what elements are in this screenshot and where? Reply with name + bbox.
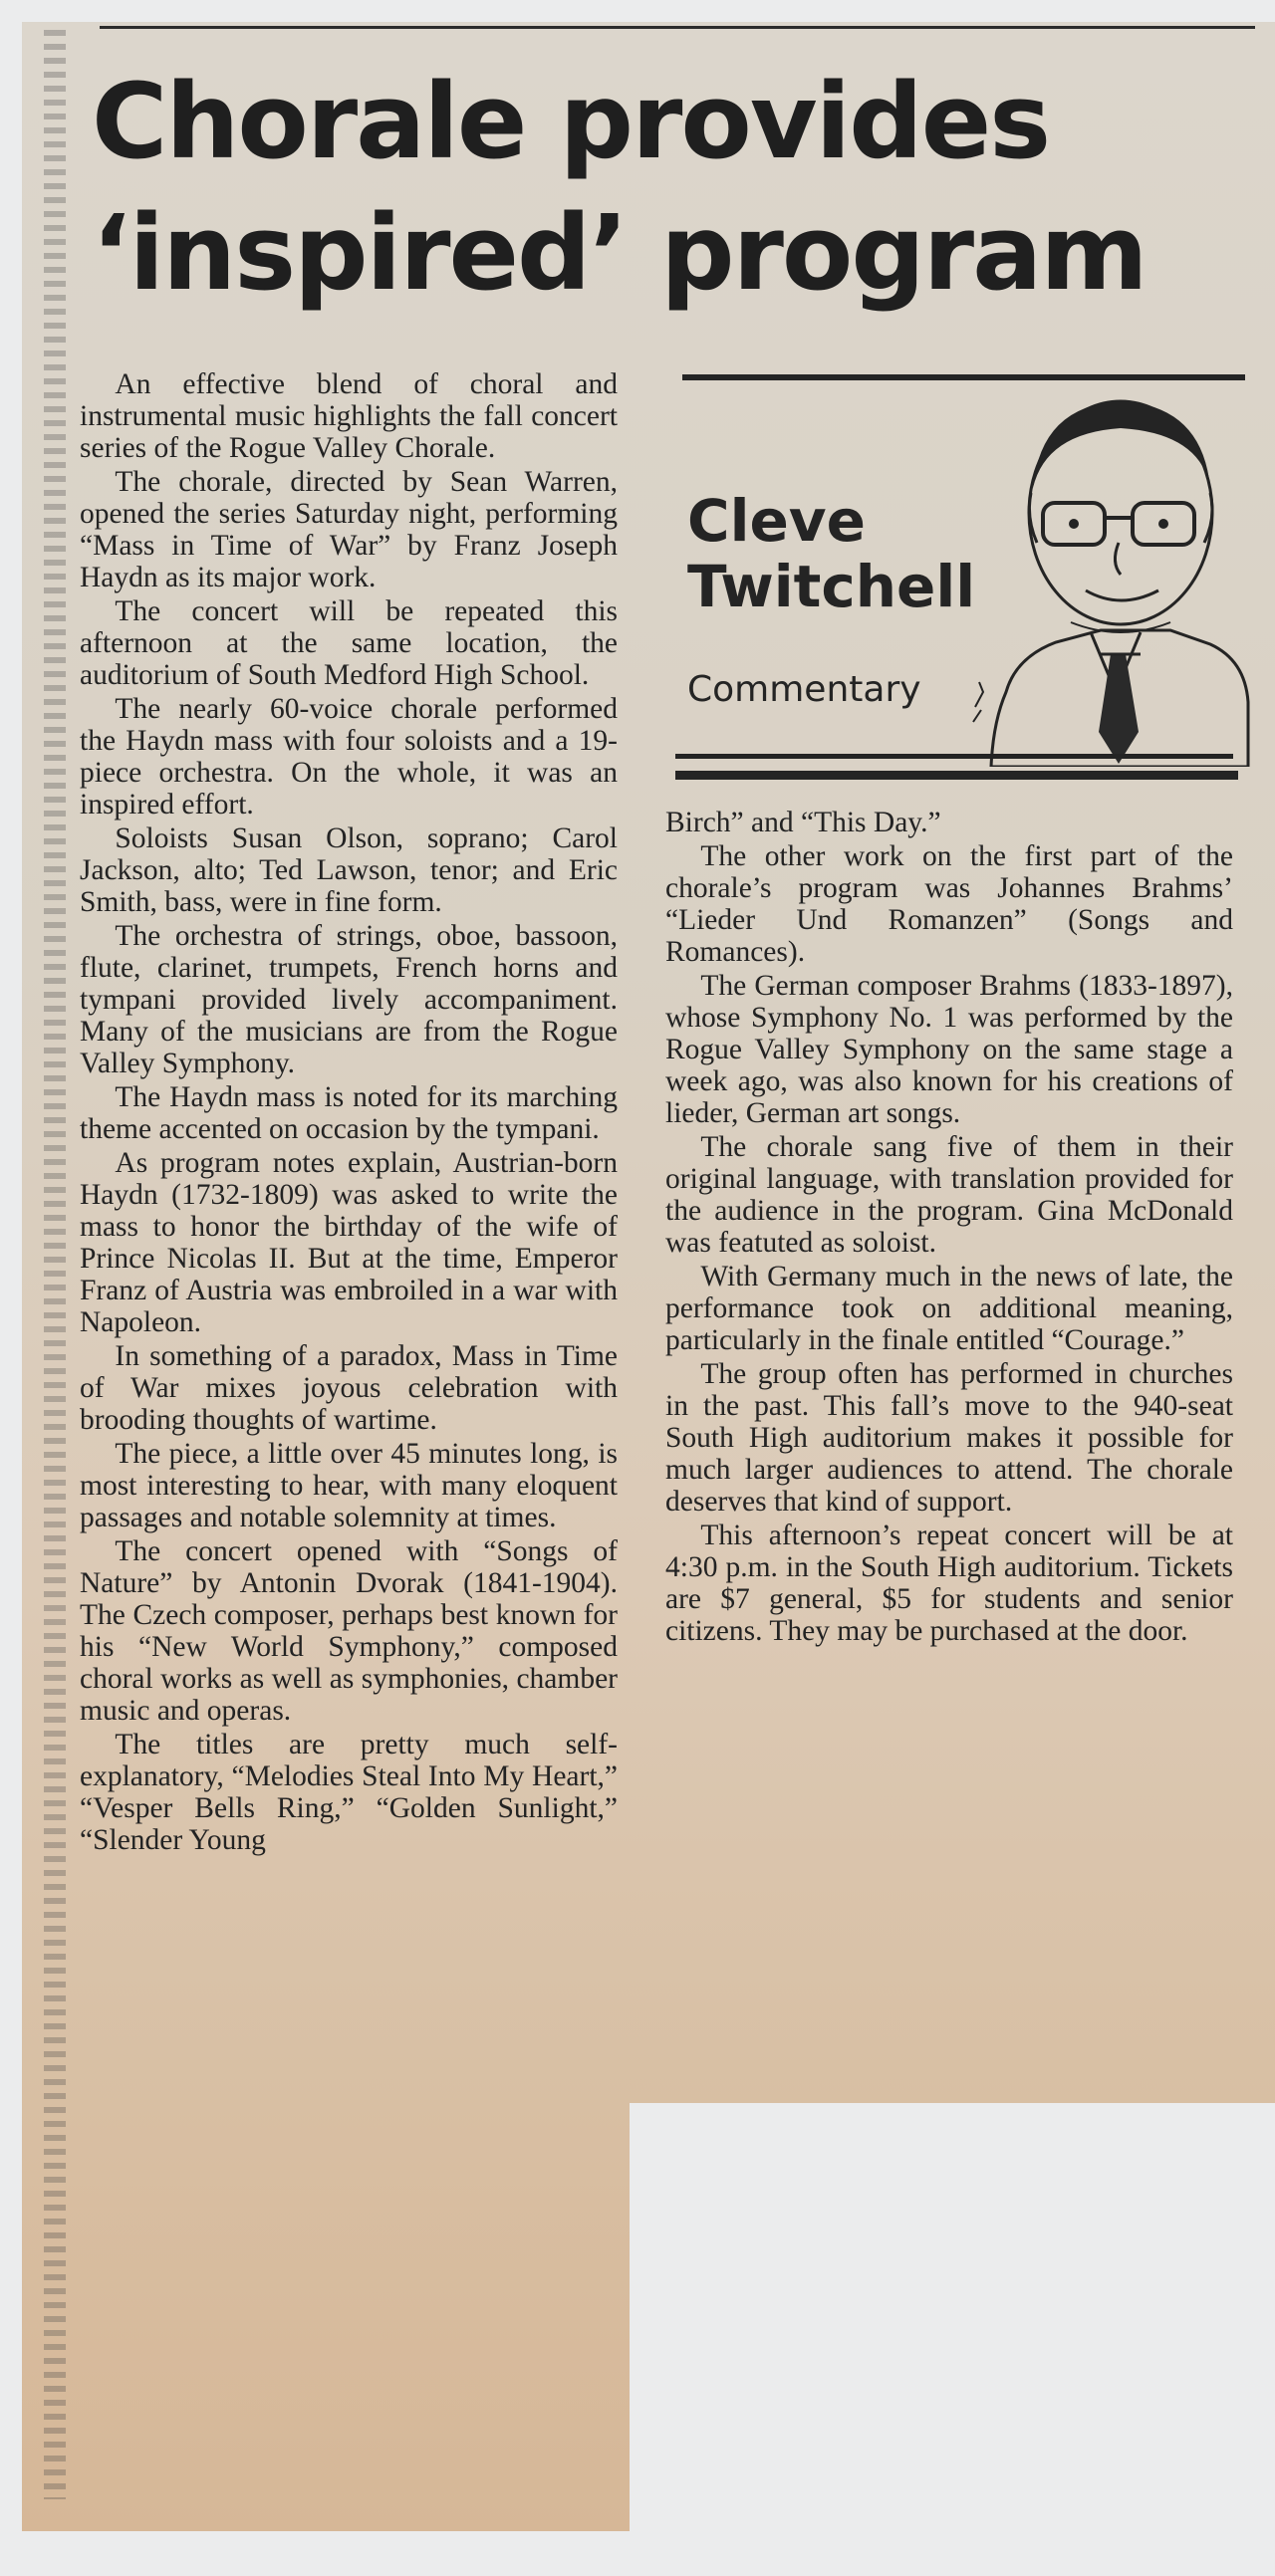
byline-label: Commentary (687, 669, 921, 710)
article-column-left (80, 368, 618, 1858)
paragraph: The Haydn mass is noted for its marching theme accented on occasion by the tympani. (80, 1081, 618, 1145)
author-portrait-icon (971, 393, 1250, 767)
paragraph: The other work on the first part of the chorale’s program was Johannes Brahms’ “Lieder Und Romanzen” (Songs and Romances). (665, 840, 1233, 968)
paragraph: The titles are pretty much self-explanatory, “Melodies Steal Into My Heart,” “Vesper Bells Ring,” “Golden Sunlight,” “Slender Young (80, 1729, 618, 1856)
paragraph: In something of a paradox, Mass in Time of War mixes joyous celebration with brooding thoughts of wartime. (80, 1340, 618, 1436)
byline-first-name: Cleve (687, 487, 866, 555)
byline-bottom-rule-thick (675, 771, 1238, 780)
byline-top-rule (682, 374, 1245, 380)
clipping-torn-edge (44, 30, 66, 2499)
paragraph: The chorale, directed by Sean Warren, opened the series Saturday night, performing “Mass in Time of War” by Franz Joseph Haydn as its major work. (80, 466, 618, 593)
headline-line-2: ‘inspired’ program (92, 192, 1147, 314)
paragraph: An effective blend of choral and instrumental music highlights the fall concert series of the Rogue Valley Chorale. (80, 368, 618, 464)
paragraph: The piece, a little over 45 minutes long, is most interesting to hear, with many eloquent passages and notable solemnity at times. (80, 1438, 618, 1533)
top-rule (100, 26, 1255, 29)
paragraph: The German composer Brahms (1833-1897), whose Symphony No. 1 was performed by the Rogue Valley Symphony on the same stage a week ago, was also known for his creations of lieder, German art songs. (665, 970, 1233, 1129)
paragraph: The chorale sang five of them in their original language, with translation provided for the audience in the program. Gina McDonald was featuted as soloist. (665, 1131, 1233, 1259)
paragraph: The nearly 60-voice chorale performed the Haydn mass with four soloists and a 19-piece orchestra. On the whole, it was an inspired effort. (80, 693, 618, 820)
paragraph: Birch” and “This Day.” (665, 807, 941, 838)
headline (92, 56, 1227, 319)
paragraph: The concert will be repeated this afternoon at the same location, the auditorium of South Medford High School. (80, 595, 618, 691)
byline-last-name: Twitchell (687, 553, 976, 620)
byline-name (687, 488, 1016, 619)
newspaper-clipping-lower-left (22, 2103, 630, 2531)
paragraph: This afternoon’s repeat concert will be at 4:30 p.m. in the South High auditorium. Tickets are $7 general, $5 for students and senior citizens. They may be purchased at the door. (665, 1520, 1233, 1647)
paragraph: The group often has performed in churches in the past. This fall’s move to the 940-seat South High auditorium makes it possible for much larger audiences to attend. The chorale deserves that kind of support. (665, 1358, 1233, 1518)
paragraph: The concert opened with “Songs of Nature” by Antonin Dvorak (1841-1904). The Czech composer, perhaps best known for his “New World Symphony,” composed choral works as well as symphonies, chamber music and operas. (80, 1535, 618, 1727)
article-column-right (665, 807, 1233, 1649)
paragraph: The orchestra of strings, oboe, bassoon, flute, clarinet, trumpets, French horns and tympani provided lively accompaniment. Many of the musicians are from the Rogue Valley Symphony. (80, 920, 618, 1079)
byline-bottom-rule (675, 754, 1233, 759)
headline-line-1: Chorale provides (92, 61, 1050, 182)
paragraph: Soloists Susan Olson, soprano; Carol Jackson, alto; Ted Lawson, tenor; and Eric Smith, bass, were in fine form. (80, 822, 618, 918)
paragraph: With Germany much in the news of late, the performance took on additional meaning, particularly in the finale entitled “Courage.” (665, 1261, 1233, 1356)
paragraph: As program notes explain, Austrian-born Haydn (1732-1809) was asked to write the mass to honor the birthday of the wife of Prince Nicolas II. But at the time, Emperor Franz of Austria was embroiled in a war with Napoleon. (80, 1147, 618, 1338)
